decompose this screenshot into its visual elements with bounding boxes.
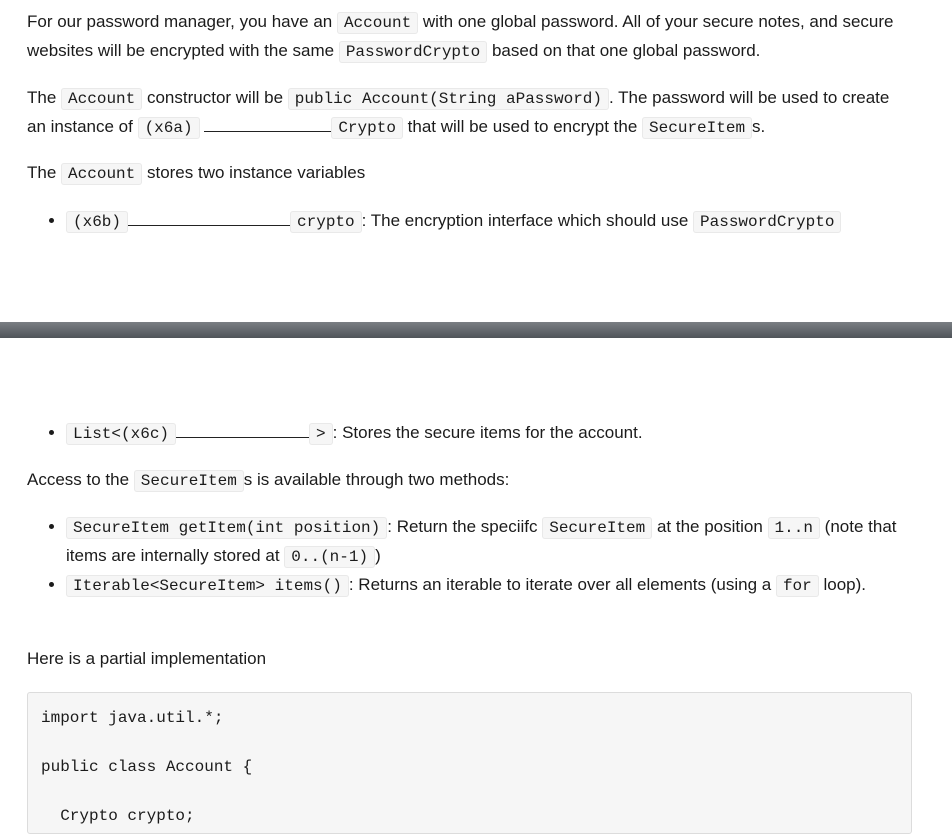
fill-in-blank-x6a[interactable] (204, 115, 331, 132)
access-paragraph: Access to the SecureItem s is available through two methods: (27, 470, 510, 490)
constructor-paragraph: The Account constructor will be public Account(String aPassword) . The password will be used to create an instance of (x6a) Crypto that will be used to encrypt the SecureItem s. (27, 88, 890, 137)
code-items-signature: Iterable<SecureItem> items() (66, 575, 349, 597)
code-crypto: Crypto (331, 117, 403, 139)
instance-vars-paragraph: The Account stores two instance variables (27, 163, 366, 183)
code-getitem-signature: SecureItem getItem(int position) (66, 517, 387, 539)
code-passwordcrypto: PasswordCrypto (339, 41, 487, 63)
blank-label-x6a: (x6a) (138, 117, 200, 139)
code-secureitem: SecureItem (642, 117, 752, 139)
code-content (28, 693, 911, 829)
code-passwordcrypto: PasswordCrypto (693, 211, 841, 233)
code-block[interactable] (27, 692, 912, 834)
code-account: Account (337, 12, 418, 34)
code-crypto-var: crypto (290, 211, 362, 233)
methods-list (40, 513, 912, 600)
instance-vars-list-top (40, 207, 841, 236)
code-line: Crypto crypto; (41, 807, 195, 825)
list-item-getitem: • SecureItem getItem(int position) : Return the speciifc SecureItem at the position 1..n (note that items are internally stored at 0..(n-1) ) (66, 513, 912, 571)
code-list-close: > (309, 423, 333, 445)
blank-label-x6b: (x6b) (66, 211, 128, 233)
list-item-crypto-var: • (x6b) crypto : The encryption interface which should use PasswordCrypto (66, 207, 841, 236)
partial-impl-paragraph: Here is a partial implementation (27, 649, 267, 668)
code-range-1n: 1..n (768, 517, 820, 539)
code-line: import java.util.*; (41, 709, 224, 727)
code-line: public class Account { (41, 758, 253, 776)
code-constructor-signature: public Account(String aPassword) (288, 88, 609, 110)
list-item-items-var: • List<(x6c) > : Stores the secure items for the account. (66, 419, 643, 448)
code-range-0n1: 0..(n-1) (284, 546, 375, 568)
fill-in-blank-x6c[interactable] (176, 421, 309, 438)
list-item-items: • Iterable<SecureItem> items() : Returns an iterable to iterate over all elements (using a for loop). (66, 571, 912, 600)
code-secureitem: SecureItem (134, 470, 244, 492)
code-for: for (776, 575, 819, 597)
page-divider (0, 322, 952, 338)
blank-label-x6c: List<(x6c) (66, 423, 176, 445)
intro-paragraph: For our password manager, you have an Account with one global password. All of your secure notes, and secure websites will be encrypted with the same PasswordCrypto based on that one global password. (27, 12, 894, 61)
code-account: Account (61, 88, 142, 110)
code-secureitem: SecureItem (542, 517, 652, 539)
code-account: Account (61, 163, 142, 185)
fill-in-blank-x6b[interactable] (128, 209, 290, 226)
instance-vars-list-bottom (40, 419, 643, 448)
